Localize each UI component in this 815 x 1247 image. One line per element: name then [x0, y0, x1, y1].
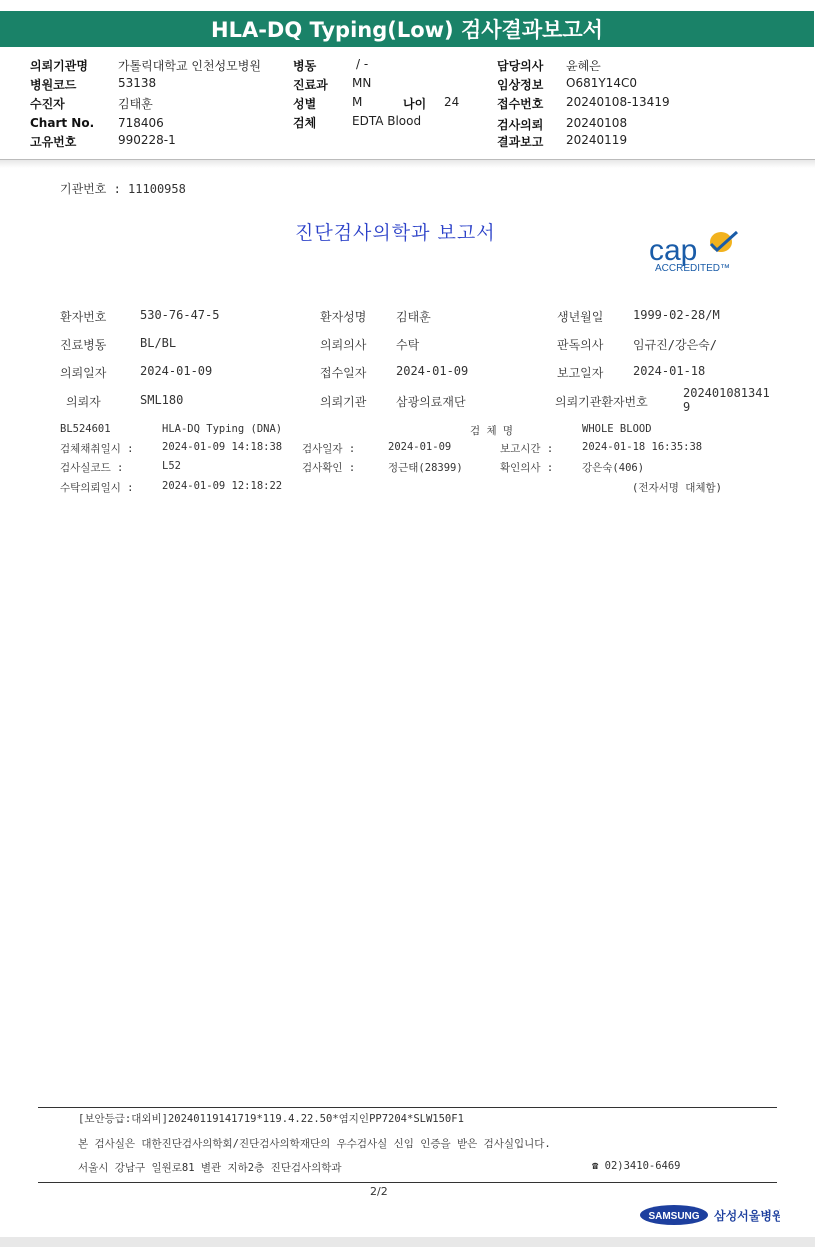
chart-no-label: Chart No.	[30, 116, 95, 130]
reading-doctor-label: 판독의사	[557, 338, 604, 352]
unique-no-label: 고유번호	[30, 135, 77, 149]
samsung-wordmark: SAMSUNG	[648, 1211, 700, 1222]
requesting-doctor-label: 의뢰의사	[320, 338, 367, 352]
chart-no: 718406	[118, 116, 164, 130]
consignment-datetime: 2024-01-09 12:18:22	[162, 480, 283, 492]
attending-doctor: 윤혜은	[566, 59, 601, 73]
institution-patient-no-line2: 9	[683, 400, 691, 414]
samsung-logo-icon	[640, 1203, 780, 1227]
lab-code: L52	[162, 460, 181, 472]
footer-top-rule	[38, 1107, 777, 1108]
lab-phone: ☎ 02)3410-6469	[592, 1160, 681, 1172]
request-date-label: 의뢰일자	[60, 366, 107, 380]
specimen-label: 검체	[293, 116, 317, 130]
institution-name: 가톨릭대학교 인천성모병원	[118, 59, 261, 73]
clinical-info-label: 임상정보	[497, 78, 544, 92]
test-request-date: 20240108	[566, 116, 628, 130]
report-date: 2024-01-18	[633, 364, 706, 378]
report-date-label: 보고일자	[557, 366, 604, 380]
certification-statement: 본 검사실은 대한진단검사의학회/진단검사의학재단의 우수검사실 신임 인증을 받은 검사실입니다.	[78, 1138, 551, 1150]
reading-doctor: 임규진/강은숙/	[633, 338, 718, 352]
hospital-code: 53138	[118, 76, 157, 90]
requesting-institution-label: 의뢰기관	[320, 395, 367, 409]
patient-no: 530-76-47-5	[140, 308, 220, 322]
receipt-date-label: 접수일자	[320, 366, 367, 380]
samsung-hospital-logo	[640, 1203, 780, 1227]
department-report-title: 진단검사의학과 보고서	[295, 222, 496, 244]
specimen-name-label: 검 체 명	[470, 425, 514, 437]
department-value: MN	[352, 76, 372, 90]
sex-value: M	[352, 95, 363, 109]
report-title-bar	[0, 11, 814, 47]
cap-logo-subtitle: ACCREDITED™	[655, 263, 731, 274]
lab-address: 서울시 강남구 일원로81 별관 지하2층 진단검사의학과	[78, 1162, 342, 1174]
report-time: 2024-01-18 16:35:38	[582, 441, 703, 453]
test-date: 2024-01-09	[388, 441, 452, 453]
ward-value: / -	[356, 57, 369, 71]
hospital-wordmark: 삼성서울병원	[714, 1209, 780, 1223]
header-shadow	[0, 160, 815, 168]
age-label: 나이	[403, 97, 427, 111]
cap-accredited-logo	[645, 226, 755, 276]
requesting-institution: 삼광의료재단	[396, 395, 466, 409]
requester: SML180	[140, 393, 184, 407]
electronic-signature-note: (전자서명 대체함)	[632, 482, 722, 494]
confirming-doctor: 강은숙(406)	[582, 462, 645, 474]
sex-label: 성별	[293, 97, 317, 111]
reception-no-label: 접수번호	[497, 97, 544, 111]
reception-no: 20240108-13419	[566, 95, 670, 109]
examinee-name: 김태훈	[118, 97, 153, 111]
header-field-institution: 의뢰기관명	[30, 59, 88, 73]
institution-patient-no-label: 의뢰기관환자번호	[555, 395, 648, 409]
patient-no-label: 환자번호	[60, 310, 107, 324]
institution-patient-no-line1: 202401081341	[683, 386, 770, 400]
requesting-doctor: 수탁	[396, 338, 420, 352]
cap-logo-icon	[645, 226, 755, 276]
age-value: 24	[444, 95, 460, 109]
test-confirm-label: 검사확인 :	[302, 462, 356, 474]
lab-code-label: 검사실코드 :	[60, 462, 124, 474]
report-time-label: 보고시간 :	[500, 443, 554, 455]
security-line: [보안등급:대외비]20240119141719*119.4.22.50*염지인PP7204*SLW150F1	[78, 1113, 464, 1125]
confirming-doctor-label: 확인의사 :	[500, 462, 554, 474]
hospital-code-label: 병원코드	[30, 78, 77, 92]
patient-name-label: 환자성명	[320, 310, 367, 324]
requester-label: 의뢰자	[66, 395, 101, 409]
department-label: 진료과	[293, 78, 328, 92]
consignment-datetime-label: 수탁의뢰일시 :	[60, 482, 134, 494]
examinee-label: 수진자	[30, 97, 65, 111]
collection-datetime: 2024-01-09 14:18:38	[162, 441, 283, 453]
dob-label: 생년월일	[557, 310, 604, 324]
institution-number: 기관번호 : 11100958	[60, 182, 186, 196]
page-number: 2/2	[370, 1185, 388, 1198]
ward-label-2: 진료병동	[60, 338, 107, 352]
footer-bottom-rule	[38, 1182, 777, 1183]
dob: 1999-02-28/M	[633, 308, 720, 322]
result-report-label: 결과보고	[497, 135, 544, 149]
ward-label: 병동	[293, 59, 317, 73]
test-confirm: 정근태(28399)	[388, 462, 463, 474]
test-code: BL524601	[60, 423, 111, 435]
receipt-date: 2024-01-09	[396, 364, 469, 378]
attending-doctor-label: 담당의사	[497, 59, 544, 73]
unique-no: 990228-1	[118, 133, 176, 147]
test-name: HLA-DQ Typing (DNA)	[162, 423, 283, 435]
test-request-label: 검사의뢰	[497, 118, 544, 132]
specimen-value: EDTA Blood	[352, 114, 422, 128]
clinical-info: O681Y14C0	[566, 76, 637, 90]
test-date-label: 검사일자 :	[302, 443, 356, 455]
result-report-date: 20240119	[566, 133, 628, 147]
specimen-name: WHOLE BLOOD	[582, 423, 652, 435]
cap-logo-brand: cap	[649, 234, 698, 267]
report-title: HLA-DQ Typing(Low) 검사결과보고서	[211, 18, 603, 42]
collection-datetime-label: 검체채취일시 :	[60, 443, 134, 455]
bottom-gray-bar	[0, 1237, 815, 1247]
request-date: 2024-01-09	[140, 364, 213, 378]
patient-name: 김태훈	[396, 310, 431, 324]
ward-2: BL/BL	[140, 336, 177, 350]
